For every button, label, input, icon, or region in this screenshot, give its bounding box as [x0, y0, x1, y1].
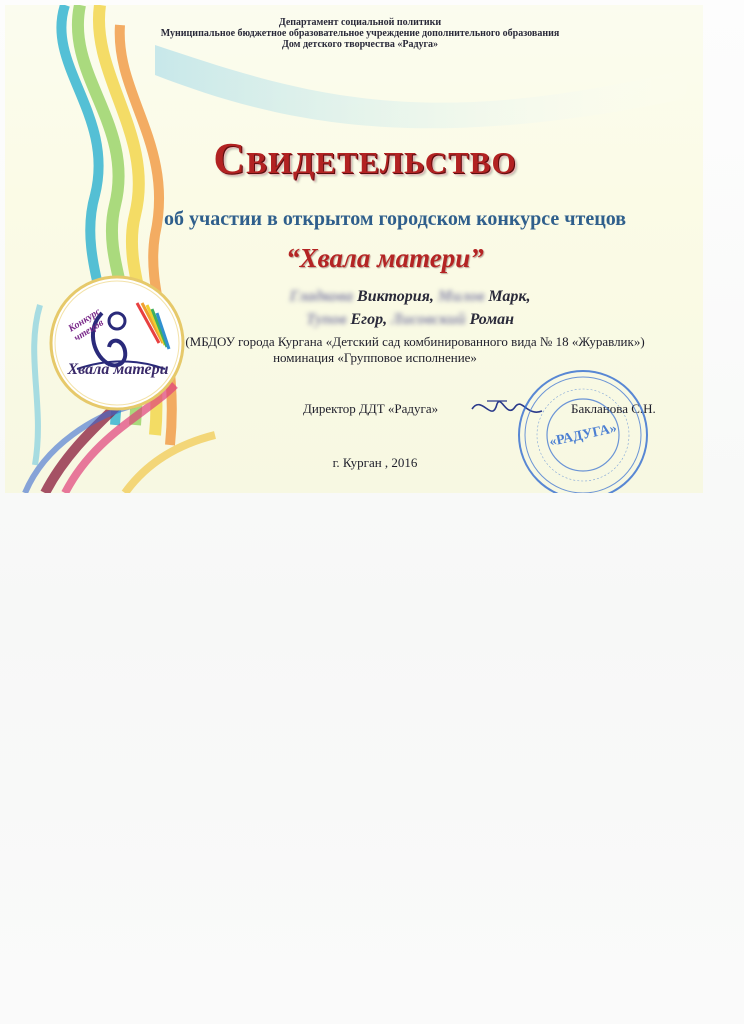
participant-name: Виктория, [357, 288, 434, 305]
certificate [5, 5, 703, 493]
stamp-center-text: «РАДУГА» [548, 421, 619, 450]
nomination: номинация «Групповое исполнение» [273, 350, 477, 365]
participant-name: Марк, [488, 288, 531, 305]
participant-names-line1 [220, 288, 600, 306]
redacted-surname: Лисовский [391, 311, 466, 328]
director-label: Директор ДДТ «Радуга» [303, 401, 439, 416]
official-stamp [513, 365, 653, 493]
redacted-surname: Гладкова [289, 288, 354, 305]
certificate-subtitle: об участии в открытом городском конкурсе чтецов [163, 208, 627, 230]
header-line: Департамент социальной политики [278, 17, 442, 28]
director-name: Бакланова С.Н. [571, 401, 656, 416]
organization: (МБДОУ города Кургана «Детский сад комбинированного вида № 18 «Журавлик») [185, 334, 645, 349]
contest-name: “Хвала матери” [286, 243, 484, 273]
participant-name: Роман [469, 311, 515, 328]
certificate-title: Свидетельство [213, 134, 517, 183]
header-line: Дом детского творчества «Радуга» [281, 39, 439, 50]
logo-main-text: Хвала матери [67, 361, 169, 378]
place-year: г. Курган , 2016 [332, 455, 418, 470]
participant-name: Егор, [350, 311, 388, 328]
participant-names-line2 [220, 311, 600, 329]
logo-arc-text: Конкурс чтецов [66, 306, 106, 344]
redacted-surname: Милов [437, 288, 485, 305]
header-line: Муниципальное бюджетное образовательное учреждение дополнительного образования [160, 28, 560, 39]
redacted-surname: Тупов [305, 311, 347, 328]
header [125, 17, 595, 50]
